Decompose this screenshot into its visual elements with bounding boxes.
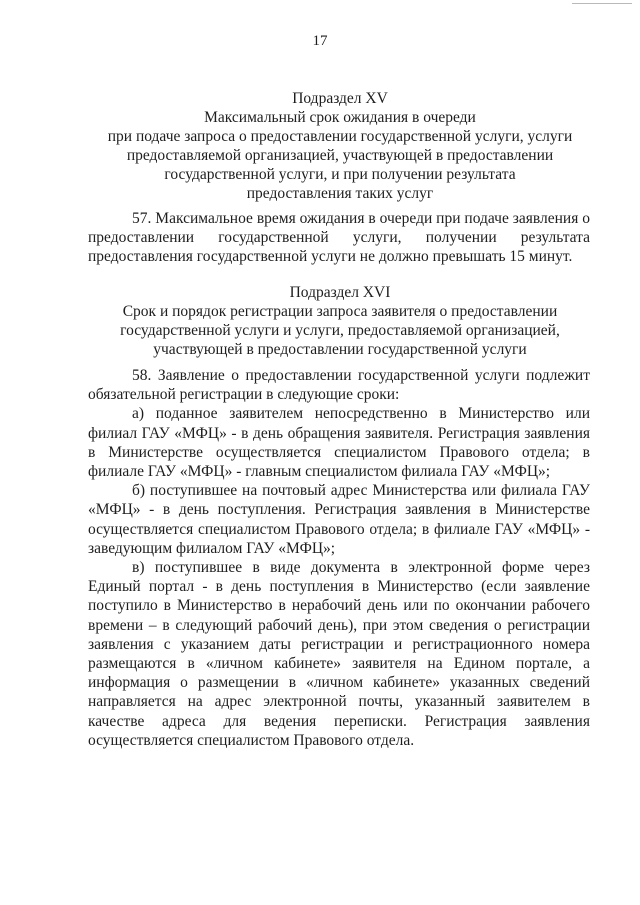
section-16-heading-line: участвующей в предоставлении государственной услуги (153, 341, 527, 358)
section-15-body (88, 209, 590, 267)
section-15-heading (90, 89, 590, 203)
section-15-title: Подраздел XV (292, 90, 388, 107)
section-15-heading-line: Максимальный срок ожидания в очереди (204, 109, 476, 126)
section-16-heading (90, 283, 590, 359)
section-15-heading-line: предоставляемой организацией, участвующей в предоставлении (126, 147, 554, 164)
section-16-heading-line: Срок и порядок регистрации запроса заявителя о предоставлении (122, 303, 558, 320)
section-16-body (88, 366, 590, 750)
paragraph-58-a: а) поданное заявителем непосредственно в Министерство или филиал ГАУ «МФЦ» - в день обращения заявителя. Регистрация заявления в Министерстве осуществляется специалистом Правового отдела; в филиале ГАУ «МФЦ» - главным специалистом филиала ГАУ «МФЦ»; (88, 405, 590, 481)
paragraph-58-b: б) поступившее на почтовый адрес Министерства или филиала ГАУ «МФЦ» - в день поступления. Регистрация заявления в Министерстве осуществляется специалистом Правового отдела; в филиале ГАУ «МФЦ» - заведующим филиалом ГАУ «МФЦ»; (88, 482, 590, 557)
section-15-heading-line: при подаче запроса о предоставлении государственной услуги, услуги (107, 128, 573, 145)
section-16-title: Подраздел XVI (289, 284, 391, 301)
scan-corner-mark (572, 0, 632, 4)
paragraph-58: 58. Заявление о предоставлении государственной услуги подлежит обязательной регистрации в следующие сроки: (88, 367, 590, 404)
paragraph-57: 57. Максимальное время ожидания в очереди при подаче заявления о предоставлении государственной услуги, получении результата предоставления государственной услуги не должно превышать 15 минут. (88, 210, 590, 266)
section-15-heading-line: предоставления таких услуг (246, 185, 434, 202)
paragraph-58-c: в) поступившее в виде документа в электронной форме через Единый портал - в день поступления в Министерство (если заявление поступило в Министерство в нерабочий день или по окончании рабочего времени – в следующий рабочий день), при этом сведения о регистрации заявления с указанием даты регистрации и регистрационного номера размещаются в «личном кабинете» заявителя на Едином портале, а информация о размещении в «личном кабинете» указанных сведений направляется на адрес электронной почты, указанный заявителем в качестве адреса для ведения переписки. Регистрация заявления осуществляется специалистом Правового отдела. (88, 559, 590, 749)
section-15-heading-line: государственной услуги, и при получении результата (164, 166, 516, 183)
page-number: 17 (312, 33, 328, 49)
section-16-heading-line: государственной услуги и услуги, предоставляемой организацией, (120, 322, 560, 339)
